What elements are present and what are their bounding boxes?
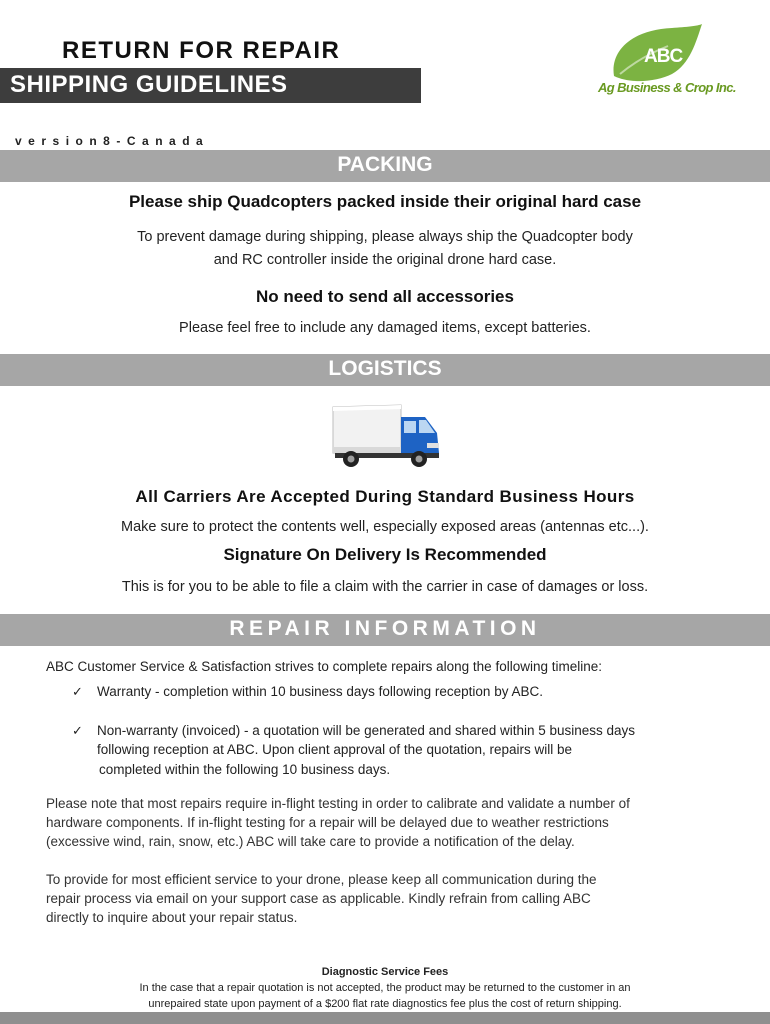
timeline-item-text-line-3: completed within the following 10 business days. [99, 762, 391, 777]
signature-heading: Signature On Delivery Is Recommended [223, 545, 547, 564]
packing-instruction-line-1: To prevent damage during shipping, please always ship the Quadcopter body [137, 229, 633, 245]
communication-note-line-2: repair process via email on your support case as applicable. Kindly refrain from calling ABC [46, 891, 591, 906]
checkmark-icon: ✓ [72, 684, 83, 699]
subtitle-banner [0, 68, 421, 103]
checkmark-icon: ✓ [72, 723, 83, 738]
flight-testing-note-line-1: Please note that most repairs require in-flight testing in order to calibrate and validate a number of [46, 796, 630, 811]
version-label: version8-Canada [15, 134, 210, 148]
company-name: Ag Business & Crop Inc. [598, 80, 736, 95]
carriers-heading: All Carriers Are Accepted During Standard Business Hours [135, 487, 635, 506]
repair-section-header [0, 614, 770, 646]
signature-text: This is for you to be able to file a claim with the carrier in case of damages or loss. [121, 579, 649, 595]
repair-intro: ABC Customer Service & Satisfaction strives to complete repairs along the following timeline: [46, 659, 602, 674]
diagnostic-fees-line-1: In the case that a repair quotation is not accepted, the product may be returned to the customer in an [139, 982, 631, 994]
flight-testing-note-line-2: hardware components. If in-flight testing for a repair will be delayed due to weather restrictions [46, 815, 609, 830]
communication-note-line-1: To provide for most efficient service to your drone, please keep all communication during the [46, 872, 597, 887]
logistics-section-header [0, 354, 770, 386]
timeline-item-text-line-1: Non-warranty (invoiced) - a quotation will be generated and shared within 5 business days [97, 723, 636, 738]
accessories-heading: No need to send all accessories [256, 287, 514, 306]
footer-bar [0, 1012, 770, 1024]
document-subtitle: SHIPPING GUIDELINES [10, 71, 288, 98]
delivery-truck-icon [331, 403, 443, 469]
accessories-text: Please feel free to include any damaged items, except batteries. [179, 320, 591, 336]
timeline-item-text: Warranty - completion within 10 business days following reception by ABC. [97, 684, 543, 699]
carriers-text: Make sure to protect the contents well, especially exposed areas (antennas etc...). [121, 519, 649, 535]
document-title: RETURN FOR REPAIR [62, 37, 341, 64]
logo-mark: ABC [644, 46, 683, 67]
communication-note-line-3: directly to inquire about your repair status. [46, 910, 298, 925]
packing-heading: PACKING [337, 153, 433, 176]
repair-heading: REPAIR INFORMATION [229, 617, 541, 640]
flight-testing-note-line-3: (excessive wind, rain, snow, etc.) ABC will take care to provide a notification of the delay. [46, 834, 575, 849]
packing-section-header [0, 150, 770, 182]
diagnostic-fees-line-2: unrepaired state upon payment of a $200 flat rate diagnostics fee plus the cost of return shipping. [148, 998, 622, 1010]
logistics-heading: LOGISTICS [328, 357, 442, 380]
diagnostic-fees-title: Diagnostic Service Fees [321, 966, 449, 978]
timeline-item-text-line-2: following reception at ABC. Upon client approval of the quotation, repairs will be [97, 742, 573, 757]
packing-instruction-heading: Please ship Quadcopters packed inside their original hard case [128, 192, 642, 211]
packing-instruction-line-2: and RC controller inside the original drone hard case. [213, 252, 557, 268]
